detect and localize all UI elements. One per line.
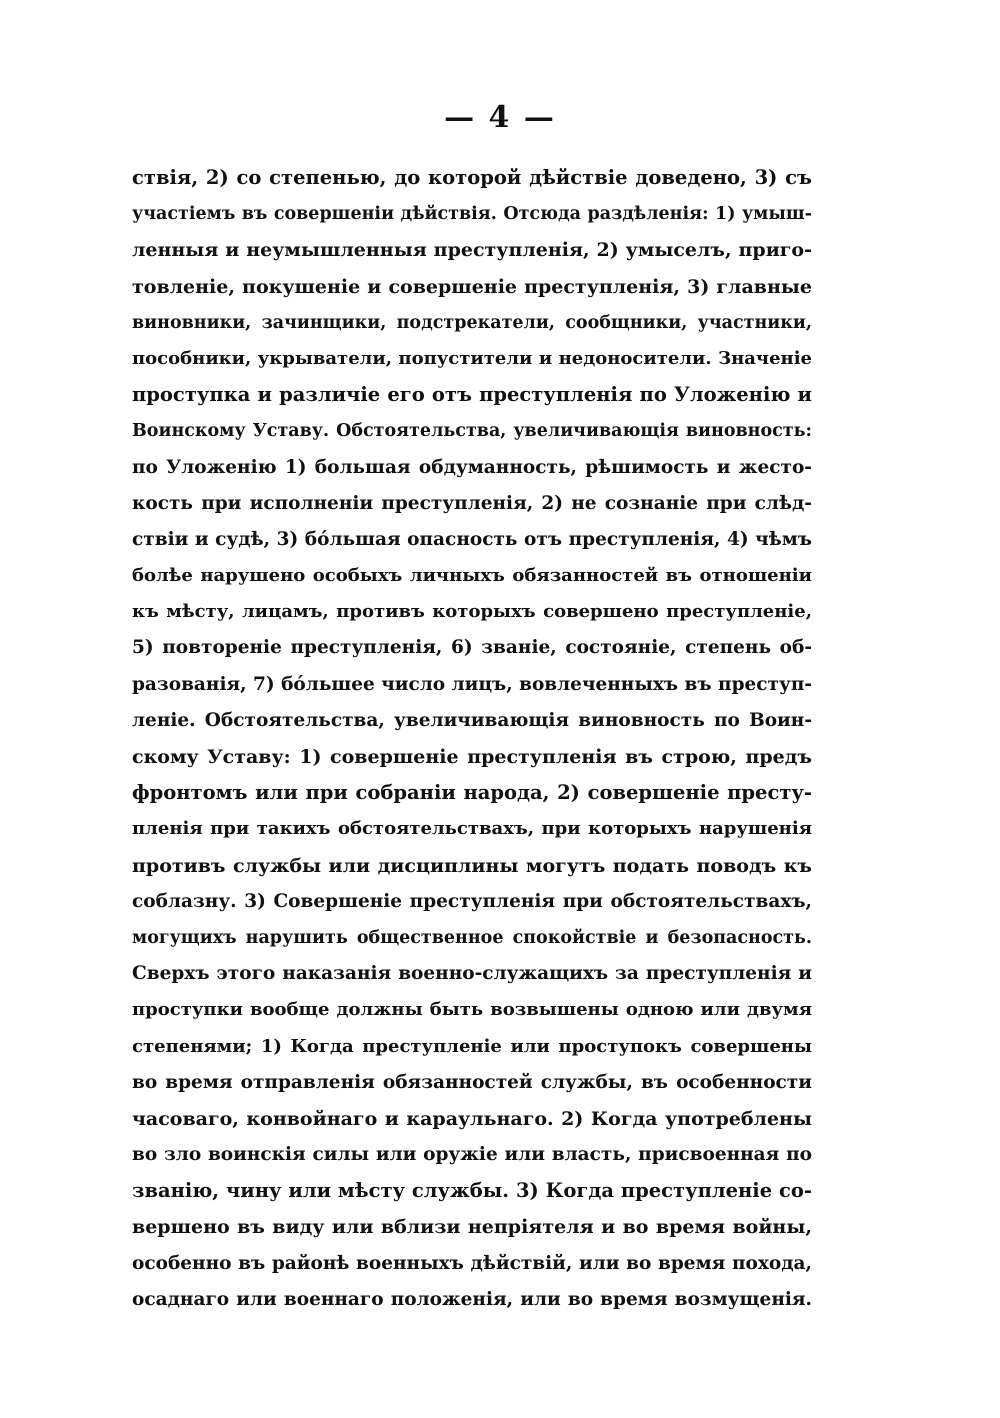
text-line: ленныя и неумышленныя преступленія, 2) умыселъ, приго- [132, 239, 812, 262]
text-line: проступки вообще должны быть возвышены одною или двумя [132, 999, 812, 1021]
body-text [132, 160, 812, 1318]
text-line: званію, чину или мѣсту службы. 3) Когда преступленіе со- [132, 1179, 812, 1203]
text-line: Сверхъ этого наказанія военно-служащихъ за преступленія и [132, 963, 812, 985]
text-line: осаднаго или военнаго положенія, или во время возмущенія. [132, 1288, 812, 1310]
page-number: — 4 — [444, 100, 556, 135]
text-line: по Уложенію 1) большая обдуманность, рѣшимость и жесто- [132, 456, 812, 478]
text-line: къ мѣсту, лицамъ, противъ которыхъ совершено преступленіе, [132, 601, 812, 623]
text-line: пособники, укрыватели, попустители и недоносители. Значеніе [132, 347, 812, 369]
text-line: могущихъ нарушить общественное спокойствіе и безопасность. [132, 927, 812, 948]
text-line: виновники, зачинщики, подстрекатели, сообщники, участники, [132, 312, 812, 333]
text-line: соблазну. 3) Совершеніе преступленія при обстоятельствахъ, [132, 890, 812, 912]
text-line: пленія при такихъ обстоятельствахъ, при которыхъ нарушенія [132, 818, 812, 840]
text-line: степенями; 1) Когда преступленіе или проступокъ совершены [132, 1035, 812, 1057]
text-line: кость при исполненіи преступленія, 2) не сознаніе при слѣд- [132, 492, 812, 514]
text-line: ствія, 2) со степенью, до которой дѣйствіе доведено, 3) съ [132, 166, 812, 189]
text-line: разованія, 7) бóльшее число лицъ, вовлеченныхъ въ преступ- [132, 673, 812, 695]
text-line: проступка и различіе его отъ преступленія по Уложенію и [132, 383, 812, 407]
text-line: противъ службы или дисциплины могутъ подать поводъ къ [132, 854, 812, 877]
text-line: во зло воинскія силы или оружіе или власть, присвоенная по [132, 1144, 812, 1166]
text-line: скому Уставу: 1) совершеніе преступленія въ строю, предъ [132, 746, 812, 768]
text-line: во время отправленія обязанностей службы, въ особенности [132, 1071, 812, 1093]
text-line: товленіе, покушеніе и совершеніе преступленія, 3) главные [132, 275, 812, 298]
text-line: вершено въ виду или вблизи непріятеля и во время войны, [132, 1216, 812, 1239]
text-line: часоваго, конвойнаго и караульнаго. 2) Когда употреблены [132, 1107, 812, 1130]
text-line: особенно въ районѣ военныхъ дѣйствій, или во время похода, [132, 1252, 812, 1274]
text-line: фронтомъ или при собраніи народа, 2) совершеніе престу- [132, 781, 812, 805]
text-line: 5) повтореніе преступленія, 6) званіе, состояніе, степень об- [132, 637, 812, 659]
text-line: Воинскому Уставу. Обстоятельства, увеличивающія виновность: [132, 421, 812, 442]
text-line: ствіи и судѣ, 3) бóльшая опасность отъ преступленія, 4) чѣмъ [132, 528, 812, 550]
text-line: болѣе нарушено особыхъ личныхъ обязанностей въ отношеніи [132, 565, 812, 587]
text-line: участіемъ въ совершеніи дѣйствія. Отсюда раздѣленія: 1) умыш- [132, 204, 812, 225]
text-line: леніе. Обстоятельства, увеличивающія виновность по Воин- [132, 709, 812, 731]
